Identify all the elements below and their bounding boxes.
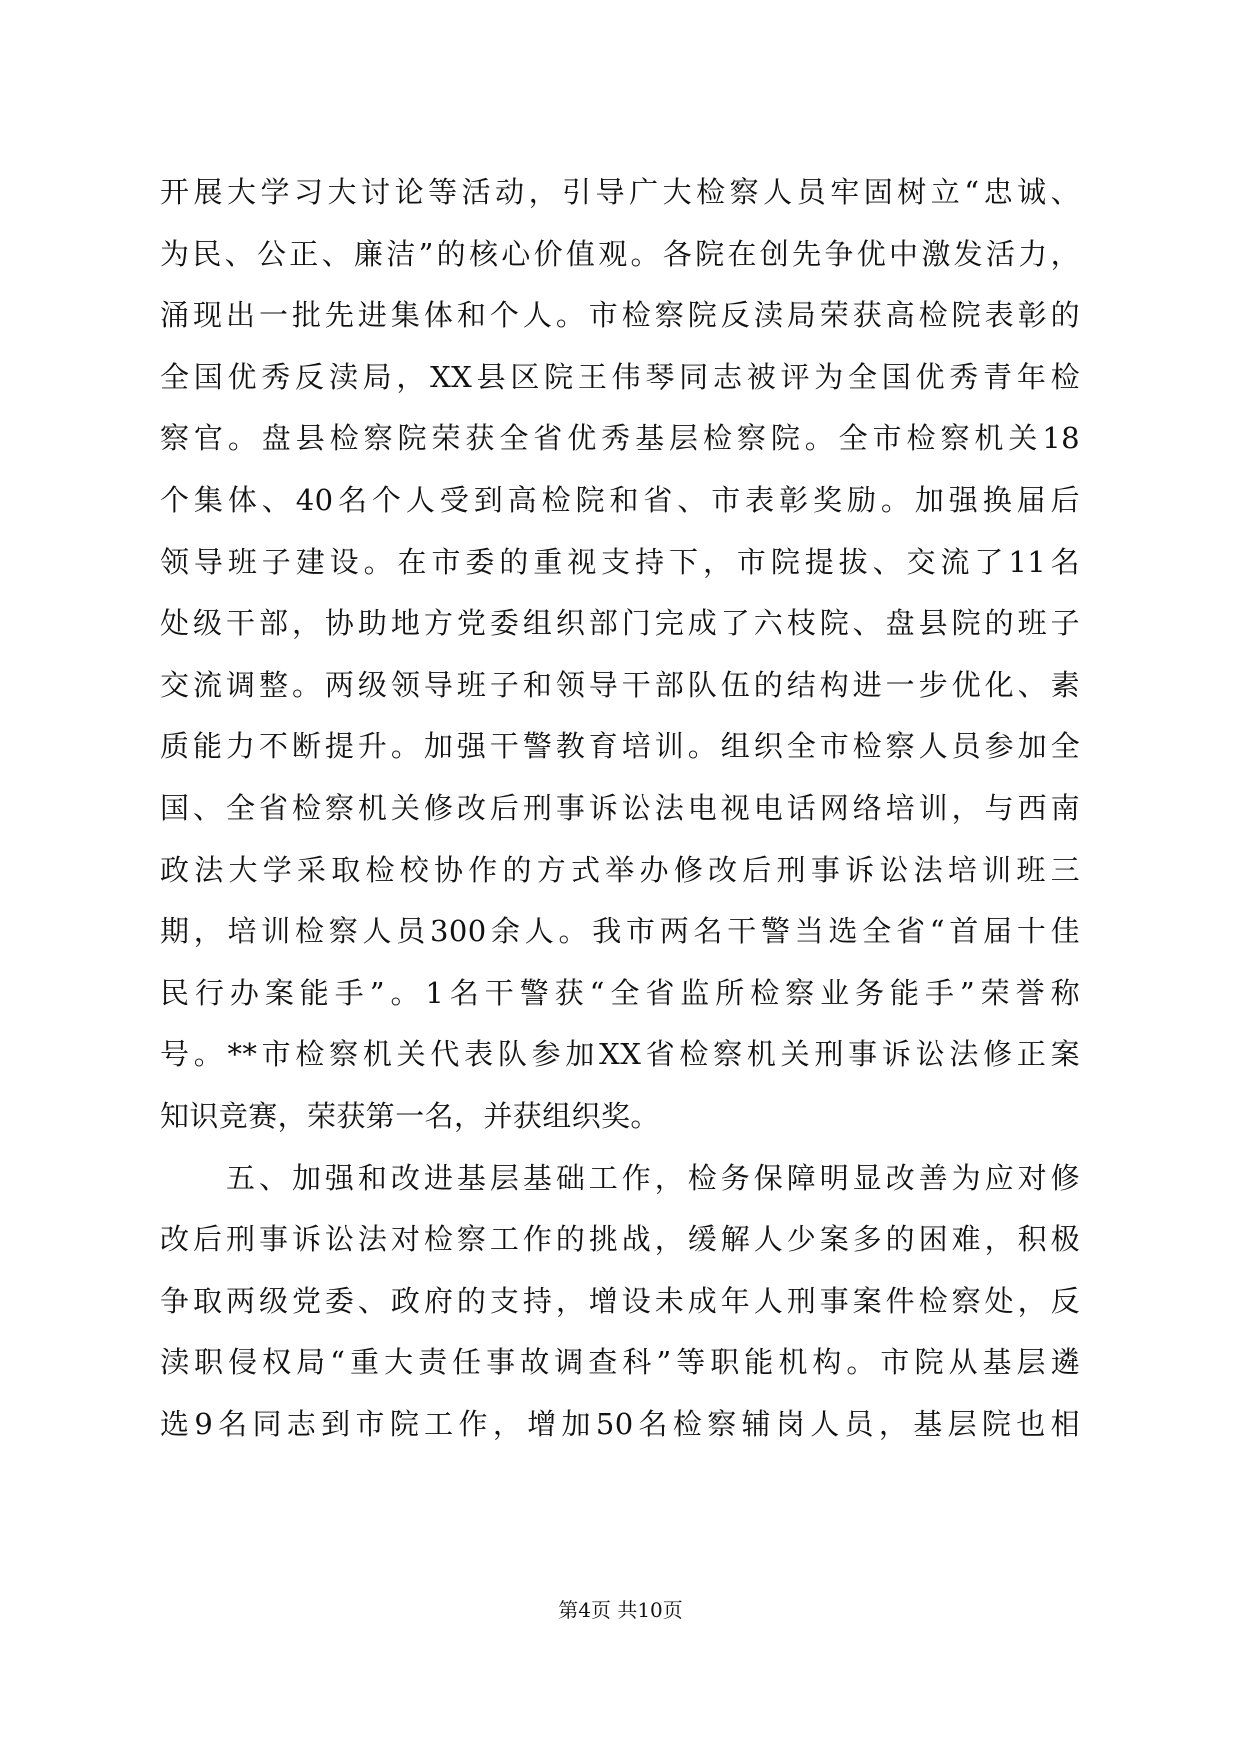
page-number-footer: 第4页 共10页 (558, 1598, 683, 1622)
text-line: 个集体、40名个人受到高检院和省、市表彰奖励。加强换届后 (160, 482, 1080, 517)
text-line: 五、加强和改进基层基础工作，检务保障明显改善为应对修 (160, 1160, 1080, 1195)
text-line: 号。**市检察机关代表队参加XX省检察机关刑事诉讼法修正案 (160, 1037, 1080, 1072)
text-line: 领导班子建设。在市委的重视支持下，市院提拔、交流了11名 (160, 544, 1080, 579)
text-line: 改后刑事诉讼法对检察工作的挑战，缓解人少案多的困难，积极 (160, 1222, 1080, 1257)
text-line: 选9名同志到市院工作，增加50名检察辅岗人员，基层院也相 (160, 1406, 1080, 1441)
text-line: 争取两级党委、政府的支持，增设未成年人刑事案件检察处，反 (160, 1283, 1080, 1318)
text-line: 察官。盘县检察院荣获全省优秀基层检察院。全市检察机关18 (160, 421, 1080, 456)
text-line: 处级干部，协助地方党委组织部门完成了六枝院、盘县院的班子 (160, 606, 1080, 641)
text-line: 民行办案能手”。1名干警获“全省监所检察业务能手”荣誉称 (160, 975, 1080, 1010)
text-line: 全国优秀反渎局，XX县区院王伟琴同志被评为全国优秀青年检 (160, 359, 1080, 394)
text-line: 涌现出一批先进集体和个人。市检察院反渎局荣获高检院表彰的 (160, 298, 1080, 333)
text-line: 政法大学采取检校协作的方式举办修改后刑事诉讼法培训班三 (160, 852, 1080, 887)
text-line: 渎职侵权局“重大责任事故调查科”等职能机构。市院从基层遴 (160, 1345, 1080, 1380)
text-line: 知识竞赛，荣获第一名，并获组织奖。 (160, 1098, 660, 1133)
text-line: 为民、公正、廉洁”的核心价值观。各院在创先争优中激发活力， (160, 236, 1080, 271)
text-line: 国、全省检察机关修改后刑事诉讼法电视电话网络培训，与西南 (160, 790, 1080, 825)
body-text (160, 162, 1080, 1455)
text-line: 期，培训检察人员300余人。我市两名干警当选全省“首届十佳 (160, 914, 1080, 949)
text-line: 质能力不断提升。加强干警教育培训。组织全市检察人员参加全 (160, 729, 1080, 764)
text-line: 开展大学习大讨论等活动，引导广大检察人员牢固树立“忠诚、 (160, 175, 1080, 209)
text-line: 交流调整。两级领导班子和领导干部队伍的结构进一步优化、素 (160, 667, 1080, 702)
